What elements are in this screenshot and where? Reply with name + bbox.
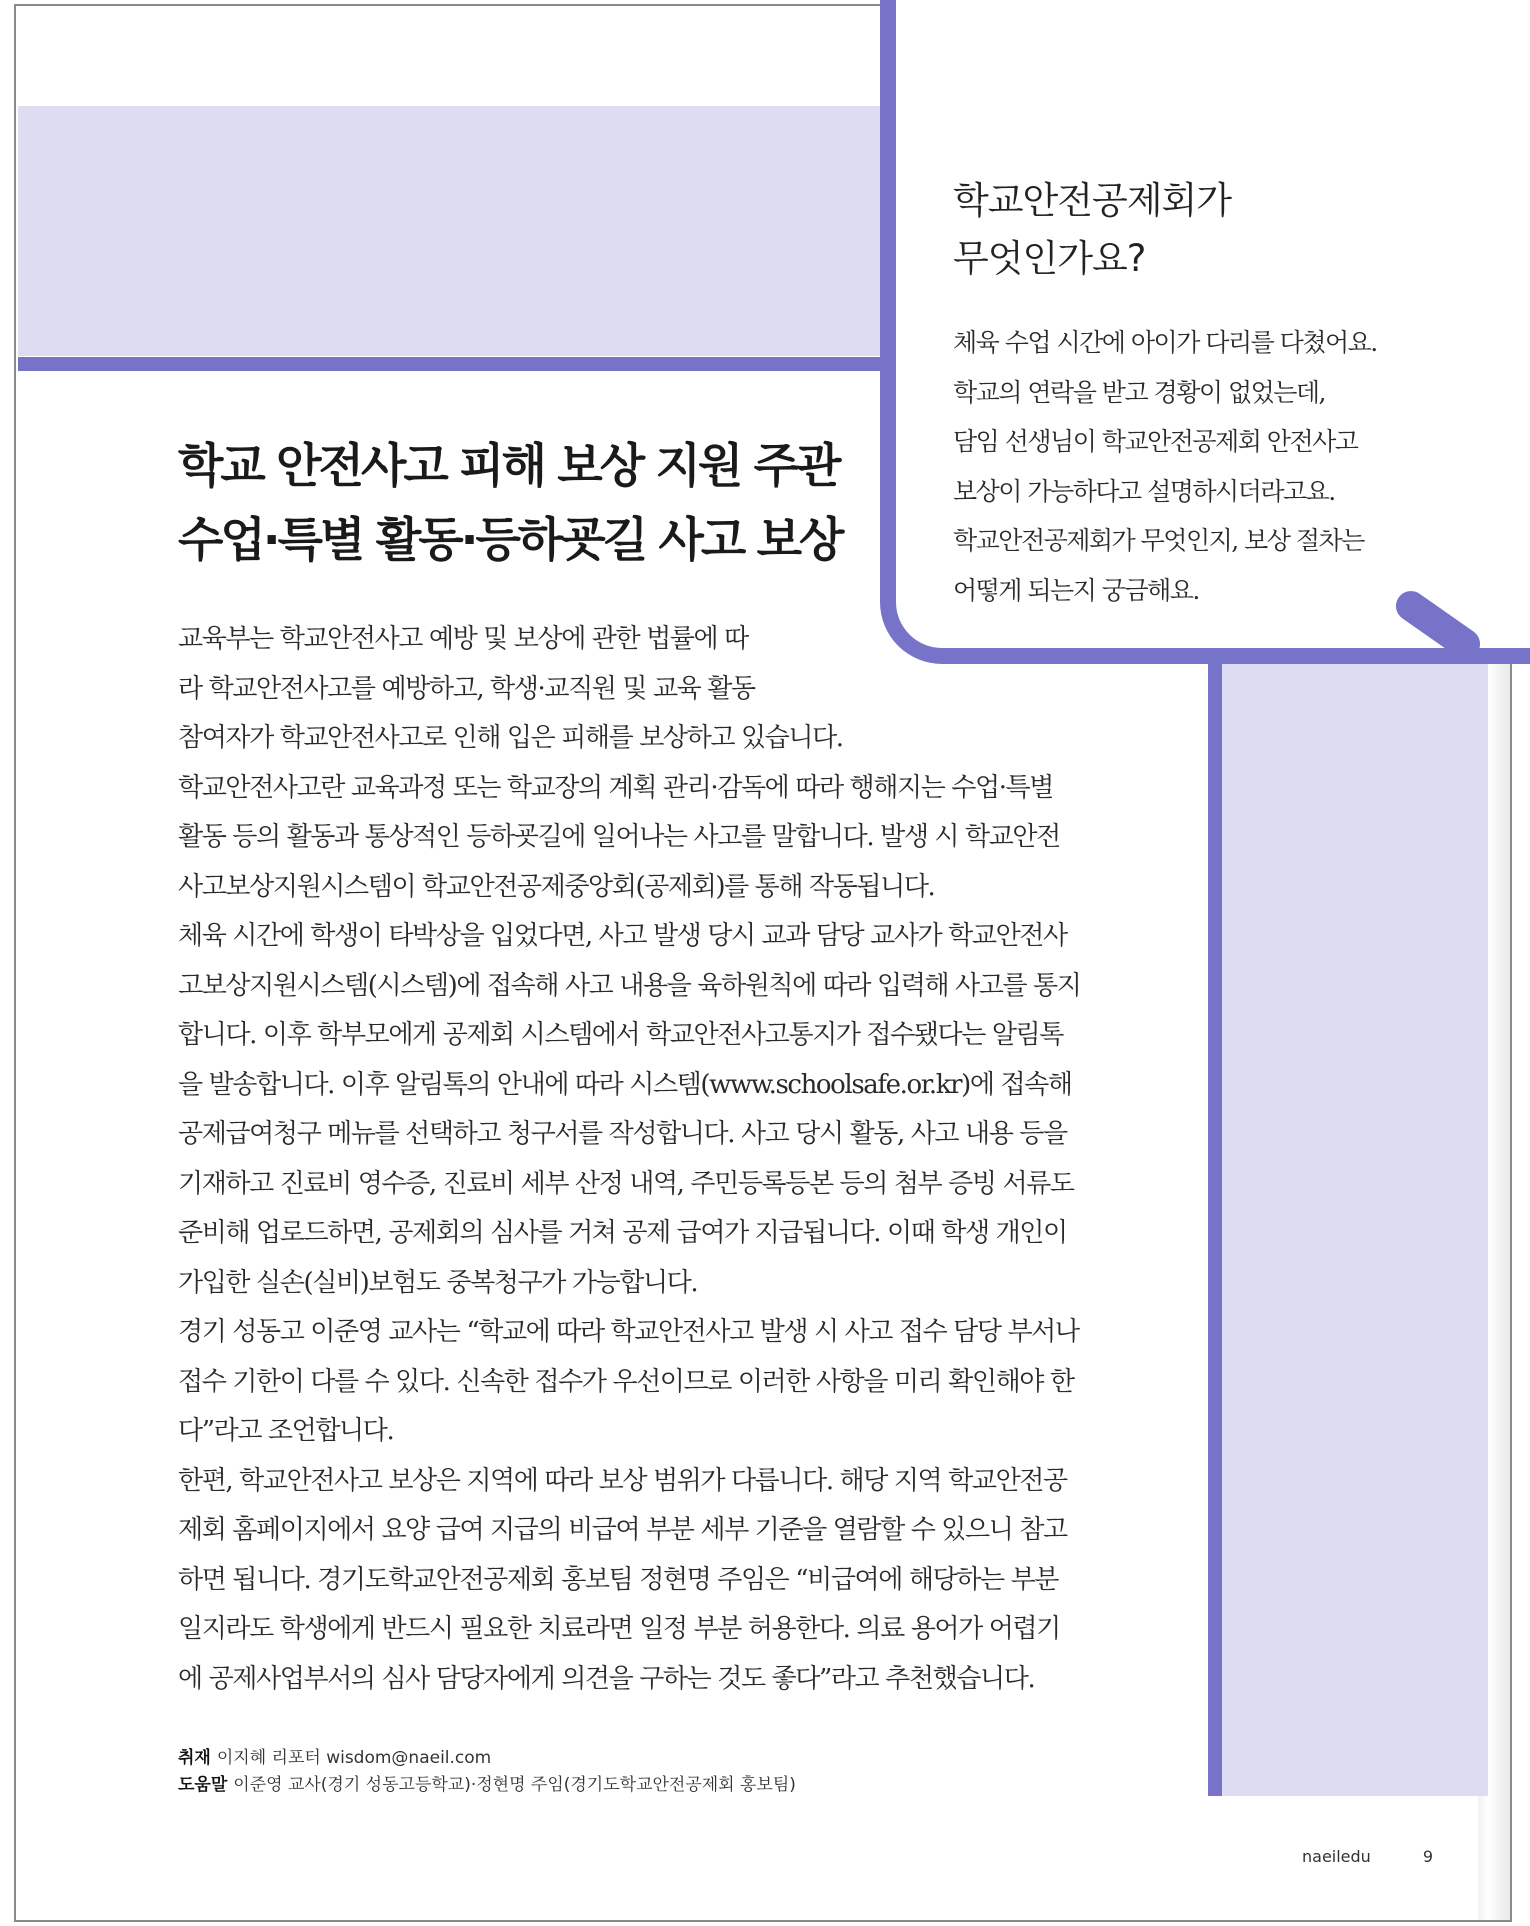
callout-question-text bbox=[953, 318, 1463, 615]
accent-line-horizontal bbox=[18, 357, 888, 371]
page-footer bbox=[1302, 1847, 1433, 1866]
lavender-block-top bbox=[18, 106, 888, 356]
callout-line: 보상이 가능하다고 설명하시더라고요. bbox=[953, 476, 1335, 506]
credit-reporting-text: 이지혜 리포터 wisdom@naeil.com bbox=[216, 1748, 492, 1768]
article-line: 에 공제사업부서의 심사 담당자에게 의견을 구하는 것도 좋다”라고 추천했습니다. bbox=[178, 1663, 1035, 1694]
article-line: 하면 됩니다. 경기도학교안전공제회 홍보팀 정현명 주임은 “비급여에 해당하는 부분 bbox=[178, 1564, 1059, 1595]
article-line: 교육부는 학교안전사고 예방 및 보상에 관한 법률에 따 bbox=[178, 624, 748, 654]
article-line: 경기 성동고 이준영 교사는 “학교에 따라 학교안전사고 발생 시 사고 접수 담당 부서나 bbox=[178, 1317, 1079, 1347]
article-line: 활동 등의 활동과 통상적인 등하굣길에 일어나는 사고를 말합니다. 발생 시 학교안전 bbox=[178, 822, 1060, 852]
callout-line: 학교안전공제회가 무엇인지, 보상 절차는 bbox=[953, 526, 1364, 555]
article-line: 한편, 학교안전사고 보상은 지역에 따라 보상 범위가 다릅니다. 해당 지역 학교안전공 bbox=[178, 1465, 1067, 1496]
article-line: 공제급여청구 메뉴를 선택하고 청구서를 작성합니다. 사고 당시 활동, 사고 내용 등을 bbox=[178, 1119, 1067, 1149]
credit-reporting-label: 취재 bbox=[178, 1748, 211, 1768]
credit-reporting bbox=[178, 1745, 796, 1772]
article-headline bbox=[178, 430, 878, 578]
article-line: 참여자가 학교안전사고로 인해 입은 피해를 보상하고 있습니다. bbox=[178, 723, 843, 753]
lavender-block-right bbox=[1218, 660, 1488, 1796]
callout-line: 체육 수업 시간에 아이가 다리를 다쳤어요. bbox=[953, 328, 1377, 357]
article-line: 체육 시간에 학생이 타박상을 입었다면, 사고 발생 당시 교과 담당 교사가 학교안전사 bbox=[178, 921, 1067, 951]
footer-brand: naeiledu bbox=[1302, 1847, 1371, 1866]
article-credits bbox=[178, 1745, 796, 1799]
credit-help bbox=[178, 1772, 796, 1799]
callout-line: 학교의 연락을 받고 경황이 없었는데, bbox=[953, 377, 1325, 407]
article-line: 다”라고 조언합니다. bbox=[178, 1416, 394, 1446]
callout-title bbox=[953, 172, 1453, 288]
callout-line: 어떻게 되는지 궁금해요. bbox=[953, 575, 1199, 605]
callout-title-line: 학교안전공제회가 bbox=[953, 179, 1231, 222]
headline-line: 학교 안전사고 피해 보상 지원 주관 bbox=[178, 439, 839, 494]
callout-title-line: 무엇인가요? bbox=[953, 237, 1146, 280]
article-body bbox=[178, 615, 1138, 1704]
article-line: 사고보상지원시스템이 학교안전공제중앙회(공제회)를 통해 작동됩니다. bbox=[178, 871, 935, 902]
headline-line: 수업·특별 활동·등하굣길 사고 보상 bbox=[178, 513, 842, 568]
article-line: 라 학교안전사고를 예방하고, 학생·교직원 및 교육 활동 bbox=[178, 673, 755, 704]
callout-line: 담임 선생님이 학교안전공제회 안전사고 bbox=[953, 427, 1358, 456]
credit-help-label: 도움말 bbox=[178, 1775, 228, 1795]
credit-help-text: 이준영 교사(경기 성동고등학교)·정현명 주임(경기도학교안전공제회 홍보팀) bbox=[233, 1775, 796, 1795]
article-line: 학교안전사고란 교육과정 또는 학교장의 계획 관리·감독에 따라 행해지는 수업·특별 bbox=[178, 772, 1053, 803]
page-number: 9 bbox=[1422, 1847, 1434, 1866]
article-line: 가입한 실손(실비)보험도 중복청구가 가능합니다. bbox=[178, 1267, 698, 1298]
article-line: 합니다. 이후 학부모에게 공제회 시스템에서 학교안전사고통지가 접수됐다는 알림톡 bbox=[178, 1020, 1063, 1050]
article-line: 을 발송합니다. 이후 알림톡의 안내에 따라 시스템(www.schoolsafe.or.kr)에 접속해 bbox=[178, 1069, 1072, 1100]
article-line: 기재하고 진료비 영수증, 진료비 세부 산정 내역, 주민등록등본 등의 첨부 증빙 서류도 bbox=[178, 1168, 1074, 1199]
article-line: 준비해 업로드하면, 공제회의 심사를 거쳐 공제 급여가 지급됩니다. 이때 학생 개인이 bbox=[178, 1218, 1067, 1248]
article-line: 제회 홈페이지에서 요양 급여 지급의 비급여 부분 세부 기준을 열람할 수 있으니 참고 bbox=[178, 1515, 1067, 1545]
article-line: 일지라도 학생에게 반드시 필요한 치료라면 일정 부분 허용한다. 의료 용어가 어렵기 bbox=[178, 1614, 1060, 1644]
article-line: 고보상지원시스템(시스템)에 접속해 사고 내용을 육하원칙에 따라 입력해 사고를 통지 bbox=[178, 970, 1081, 1001]
accent-line-vertical bbox=[1208, 650, 1222, 1796]
article-line: 접수 기한이 다를 수 있다. 신속한 접수가 우선이므로 이러한 사항을 미리 확인해야 한 bbox=[178, 1366, 1074, 1397]
